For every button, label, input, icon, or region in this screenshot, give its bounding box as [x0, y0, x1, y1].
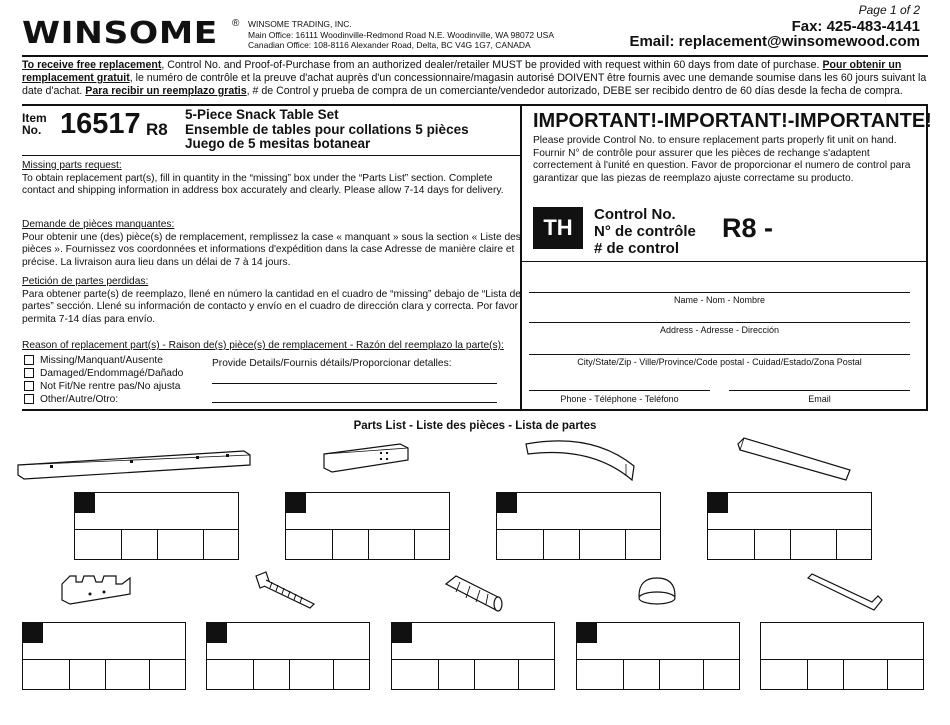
- control-badge: TH: [533, 207, 583, 249]
- box-cell-divider: [623, 659, 624, 689]
- parts-list-title: Parts List - Liste des pièces - Lista de partes: [353, 420, 597, 432]
- item-label: [22, 112, 47, 136]
- details-line-2[interactable]: [212, 402, 497, 403]
- box-cell-divider: [703, 659, 704, 689]
- box-cell-divider: [518, 659, 519, 689]
- reason-damaged-label: Damaged/Endommagé/Dañado: [40, 368, 184, 379]
- box-cell-divider: [289, 659, 290, 689]
- fax-number: Fax: 425-483-4141: [791, 18, 920, 35]
- form-bottom-border: [22, 409, 928, 411]
- winsome-logo: WINSOME: [22, 16, 218, 51]
- important-body: Please provide Control No. to ensure replacement parts properly fit unit on hand. Fournir N° de contrôle pour assurer que les pièces de rechange s'adaptent correctement à l'unité en question. Favor de proporcionar el numero de control para garantizar que las piezas de reemplazo ajuste correctame su producto.: [533, 135, 911, 184]
- part-box-corner: [75, 493, 95, 513]
- email-field[interactable]: [729, 390, 910, 391]
- phone-field[interactable]: [529, 390, 710, 391]
- item-label-line1: Item: [22, 111, 47, 125]
- box-cell-divider: [790, 529, 791, 559]
- part-box-corner: [708, 493, 728, 513]
- checkbox-square[interactable]: [24, 381, 34, 391]
- reason-missing-checkbox[interactable]: [24, 355, 163, 366]
- item-label-line2: No.: [22, 123, 42, 137]
- instructions-en: [22, 160, 522, 198]
- notice-fr-head: Pour obtenir un remplacement gratuit: [22, 59, 902, 84]
- curved-leg-part-icon: [522, 436, 642, 486]
- item-number: 16517: [60, 108, 141, 140]
- title-en: 5-Piece Snack Table Set: [185, 107, 339, 122]
- box-cell-divider: [543, 529, 544, 559]
- box-cell-divider: [157, 529, 158, 559]
- page-indicator: Page 1 of 2: [858, 3, 920, 17]
- checkbox-square[interactable]: [24, 368, 34, 378]
- checkbox-square[interactable]: [24, 394, 34, 404]
- part-box-corner: [23, 623, 43, 643]
- contact-email: Email: replacement@winsomewood.com: [629, 33, 920, 50]
- box-cell-divider: [69, 659, 70, 689]
- instructions-fr-head: Demande de pièces manquantes:: [22, 219, 175, 230]
- box-cell-divider: [332, 529, 333, 559]
- reason-title: [22, 340, 504, 351]
- part-box-1[interactable]: [74, 492, 239, 560]
- control-value: R8 -: [722, 213, 774, 243]
- phone-label: Phone - Téléphone - Teléfono: [560, 394, 679, 404]
- instructions-en-head: Missing parts request:: [22, 160, 122, 171]
- part-box-8[interactable]: [576, 622, 740, 690]
- wood-plug-part-icon: [442, 572, 507, 614]
- reason-damaged-checkbox[interactable]: [24, 368, 183, 379]
- name-field[interactable]: [529, 292, 910, 293]
- registered-mark: ®: [232, 18, 240, 29]
- reason-notfit-checkbox[interactable]: [24, 381, 180, 392]
- details-line-1[interactable]: [212, 383, 497, 384]
- control-divider: [521, 261, 927, 262]
- box-cell-divider: [414, 529, 415, 559]
- form-top-border: [22, 104, 928, 106]
- address-label: Address - Adresse - Dirección: [659, 325, 780, 335]
- box-cell-divider: [659, 659, 660, 689]
- box-divider: [23, 659, 185, 660]
- reason-missing-label: Missing/Manquant/Ausente: [40, 355, 163, 366]
- item-titles: [185, 108, 469, 152]
- notched-bracket-part-icon: [60, 572, 135, 610]
- form-right-border: [926, 104, 928, 410]
- short-rail-part-icon: [322, 440, 412, 478]
- instructions-en-body: To obtain replacement part(s), fill in quantity in the “missing” box under the “Parts List” section. Complete contact and shipping information in address box accurately and clearly. Please allow 7-14 days for delivery.: [22, 172, 504, 196]
- main-office: Main Office: 16111 Woodinville-Redmond Road N.E. Woodinville, WA 98072 USA: [248, 29, 554, 40]
- company-name: WINSOME TRADING, INC.: [248, 19, 352, 29]
- reason-notfit-label: Not Fit/Ne rentre pas/No ajusta: [40, 381, 181, 392]
- box-cell-divider: [333, 659, 334, 689]
- reason-other-label: Other/Autre/Otro:: [40, 394, 119, 405]
- notice-en-text: , Control No. and Proof-of-Purchase from an authorized dealer/retailer MUST be provided with request within 60 days from date of purchase.: [161, 59, 820, 71]
- box-divider: [577, 659, 739, 660]
- instructions-fr-body: Pour obtenir une (des) pièce(s) de remplacement, remplissez la case « manquant » sous la section « Liste des pièces ». Fournissez vos coordonnées et informations d'expédition dans la case Adresse de manière claire et précise. La livraison aura lieu dans un délai de 7 à 14 jours.: [22, 231, 521, 268]
- box-cell-divider: [203, 529, 204, 559]
- instructions-es: [22, 276, 522, 326]
- box-cell-divider: [149, 659, 150, 689]
- part-box-3[interactable]: [496, 492, 661, 560]
- name-label: Name - Nom - Nombre: [673, 295, 765, 305]
- box-cell-divider: [253, 659, 254, 689]
- city-field[interactable]: [529, 354, 910, 355]
- box-cell-divider: [121, 529, 122, 559]
- screw-part-icon: [252, 570, 322, 612]
- part-box-7[interactable]: [391, 622, 555, 690]
- box-cell-divider: [105, 659, 106, 689]
- dowel-bar-part-icon: [736, 436, 856, 486]
- canadian-office: Canadian Office: 108-8116 Alexander Road, Delta, BC V4G 1G7, CANADA: [248, 40, 531, 50]
- box-cell-divider: [625, 529, 626, 559]
- part-box-2[interactable]: [285, 492, 450, 560]
- box-cell-divider: [887, 659, 888, 689]
- part-box-corner: [497, 493, 517, 513]
- box-cell-divider: [843, 659, 844, 689]
- box-cell-divider: [754, 529, 755, 559]
- city-label: City/State/Zip - Ville/Province/Code postal - Cuidad/Estado/Zona Postal: [577, 357, 862, 367]
- box-cell-divider: [474, 659, 475, 689]
- control-label-fr: N° de contrôle: [594, 223, 696, 240]
- notice-en-head: To receive free replacement: [22, 59, 162, 71]
- part-box-corner: [207, 623, 227, 643]
- box-cell-divider: [807, 659, 808, 689]
- replacement-notice: [22, 59, 927, 98]
- instructions-fr: [22, 219, 522, 269]
- allen-wrench-part-icon: [806, 572, 886, 614]
- part-box-corner: [577, 623, 597, 643]
- item-divider: [22, 155, 521, 156]
- box-cell-divider: [579, 529, 580, 559]
- important-heading: IMPORTANT!-IMPORTANT!-IMPORTANTE!: [533, 110, 932, 132]
- email-label: Email: [808, 394, 831, 404]
- control-labels: [594, 206, 696, 257]
- box-cell-divider: [368, 529, 369, 559]
- part-box-corner: [392, 623, 412, 643]
- part-box-6[interactable]: [206, 622, 370, 690]
- instructions-es-head: Petición de partes perdidas:: [22, 276, 149, 287]
- notice-es-text: , # de Control y prueba de compra de un comerciante/vendedor autorizado, DEBE ser recibido dentro de 60 días desde la fecha de compra.: [246, 85, 903, 97]
- notice-es-head: Para recibir un reemplazo gratis: [85, 85, 247, 97]
- title-fr: Ensemble de tables pour collations 5 pièces: [185, 121, 469, 137]
- box-divider: [761, 659, 923, 660]
- notice-fr-text: , le numéro de contrôle et la preuve d'achat auprès d'un concessionnaire/magasin autorisé DOIVENT être fournis avec une demande soumise dans les 60 jours suivant la date d'achat.: [22, 72, 927, 97]
- part-box-4[interactable]: [707, 492, 872, 560]
- title-es: Juego de 5 mesitas botanear: [185, 136, 371, 151]
- header-divider: [22, 55, 928, 57]
- control-label-es: # de control: [594, 240, 680, 257]
- control-label-en: Control No.: [594, 206, 676, 223]
- long-rail-part-icon: [14, 443, 259, 483]
- item-revision: R8: [146, 120, 168, 139]
- cap-part-icon: [633, 574, 683, 614]
- checkbox-square[interactable]: [24, 355, 34, 365]
- reason-other-checkbox[interactable]: [24, 394, 118, 405]
- box-divider: [392, 659, 554, 660]
- part-box-5[interactable]: [22, 622, 186, 690]
- box-cell-divider: [836, 529, 837, 559]
- details-label: Provide Details/Fournis détails/Proporcionar detalles:: [212, 358, 452, 369]
- box-divider: [207, 659, 369, 660]
- address-field[interactable]: [529, 322, 910, 323]
- box-cell-divider: [438, 659, 439, 689]
- instructions-es-body: Para obtener parte(s) de reemplazo, llené en número la cantidad en el cuadro de “missing” debajo de “Lista de partes” sección. Llené su información de contacto y envío en el cuadro de dirección clara y correcta. Por favor permita 7-14 días para envío.: [22, 288, 521, 325]
- part-box-corner: [286, 493, 306, 513]
- company-address: [248, 19, 554, 51]
- part-box-9[interactable]: [760, 622, 924, 690]
- reason-title-text: Reason of replacement part(s) - Raison de(s) pièce(s) de remplacement - Razón del reemplazo la parte(s):: [22, 340, 504, 351]
